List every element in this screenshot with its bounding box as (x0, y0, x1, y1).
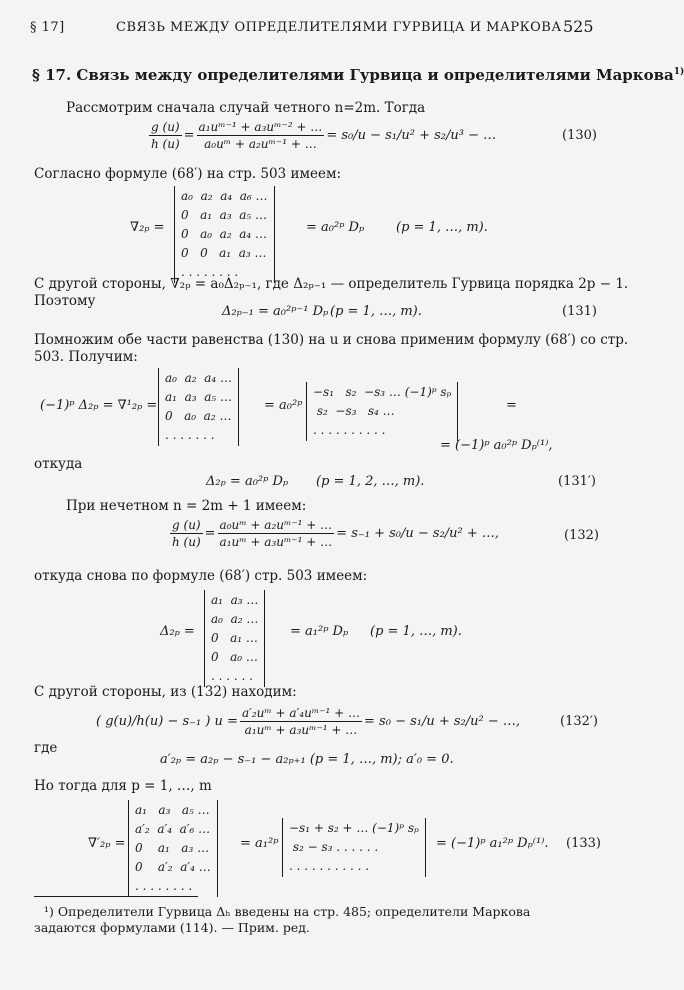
equation-tail: = (506, 398, 517, 413)
equation-range: (p = 1, …, m). (370, 624, 462, 639)
equation-lhs: ∇₂ₚ = (130, 220, 165, 235)
running-header: СВЯЗЬ МЕЖДУ ОПРЕДЕЛИТЕЛЯМИ ГУРВИЦА И МАРКОВА (116, 20, 562, 35)
equation-rhs: = s₀/u − s₁/u² + s₂/u³ − … (326, 128, 497, 143)
fraction-series (218, 518, 335, 549)
equation-lhs: ( g(u)/h(u) − s₋₁ ) u = (96, 714, 238, 729)
equation-number: (132′) (560, 714, 598, 729)
determinant-matrix-s: −s₁ + s₂ + … (−1)ᵖ sₚ s₂ − s₃ . . . . . . . . . . . . . . . . . (282, 818, 426, 877)
frac-num: a₀uᵐ + a₂uᵐ⁻¹ + … (219, 518, 333, 532)
determinant-matrix: a₁ a₃ … a₀ a₂ … 0 a₁ … 0 a₀ … . . . . . . (204, 590, 265, 687)
equation-range: (p = 1, …, m). (330, 304, 422, 319)
fraction-series (240, 706, 362, 737)
equation-mid: = a₁²ᵖ (240, 836, 279, 851)
equation-mid: = a₀²ᵖ (264, 398, 303, 413)
equation-lhs: ∇′₂ₚ = (88, 836, 126, 851)
footnote-line-1: ¹) Определители Гурвица Δₕ введены на стр. 485; определители Маркова (44, 904, 531, 919)
equation-rhs: = (−1)ᵖ a₁²ᵖ Dₚ⁽¹⁾. (436, 836, 549, 851)
footnote-line-2: задаются формулами (114). — Прим. ред. (34, 920, 310, 935)
equation-range: (p = 1, …, m). (396, 220, 488, 235)
equation-132-prime (96, 706, 520, 737)
paragraph-5: откуда (34, 456, 83, 472)
equation-number: (133) (566, 836, 601, 851)
frac-num: g (u) (151, 120, 180, 134)
frac-den: a₀uᵐ + a₂uᵐ⁻¹ + … (204, 137, 317, 151)
determinant-matrix: a₁ a₃ a₅ … a′₂ a′₄ a′₆ … 0 a₁ a₃ … 0 a′₂ a′₄ … . . . . . . . . (128, 800, 218, 897)
paragraph-1: Рассмотрим сначала случай четного n=2m. Тогда (66, 100, 426, 116)
paragraph-2: Согласно формуле (68′) на стр. 503 имеем: (34, 166, 342, 182)
equation-rhs: = a₁²ᵖ Dₚ (290, 624, 349, 639)
equation-number: (130) (562, 128, 597, 143)
paragraph-6: При нечетном n = 2m + 1 имеем: (66, 498, 307, 514)
equation-rhs: = s₋₁ + s₀/u − s₂/u² + …, (336, 526, 500, 541)
section-title (32, 66, 684, 84)
header-section-ref: § 17] (30, 20, 65, 35)
equation-where: a′₂ₚ = a₂ₚ − s₋₁ − a₂ₚ₊₁ (p = 1, …, m); a′₀ = 0. (160, 752, 454, 767)
paragraph-3: С другой стороны, ∇₂ₚ = a₀Δ₂ₚ₋₁, где Δ₂ₚ₋₁ — определитель Гурвица порядка 2p − 1. Поэтому (34, 276, 629, 309)
frac-num: a′₂uᵐ + a′₄uᵐ⁻¹ + … (241, 706, 361, 720)
equation-132: $\frac{g (u)}{h (u)}$ = $\frac{\text{a₀uᵐ + a₂uᵐ⁻¹ + …}}{\text{a₁uᵐ + a₃uᵐ⁻¹ + …}}$ = s₋₁ + s₀/u − s₂/u² + …, (172, 518, 500, 549)
section-title-text: § 17. Связь между определителями Гурвица и определителями Маркова (32, 66, 674, 84)
equation-rhs: = s₀ − s₁/u + s₂/u² − …, (364, 714, 521, 729)
equation-lhs: (−1)ᵖ Δ₂ₚ = ∇¹₂ₚ = (40, 398, 158, 413)
fraction-g-over-h (170, 518, 203, 549)
equation-range: (p = 1, 2, …, m). (316, 474, 425, 489)
frac-den: h (u) (151, 137, 180, 151)
frac-den: a₁uᵐ + a₃uᵐ⁻¹ + … (219, 535, 333, 549)
equation-number: (131′) (558, 474, 596, 489)
page-number: 525 (563, 17, 594, 36)
paragraph-7: откуда снова по формуле (68′) стр. 503 имеем: (34, 568, 368, 584)
equation-lhs: Δ₂ₚ = (160, 624, 195, 639)
equation-rhs: = a₀²ᵖ Dₚ (306, 220, 365, 235)
equation-131: Δ₂ₚ₋₁ = a₀²ᵖ⁻¹ Dₚ (222, 304, 329, 319)
determinant-matrix: a₀ a₂ a₄ a₆ … 0 a₁ a₃ a₅ … 0 a₀ a₂ a₄ … 0 0 a₁ a₃ … . . . . . . . . (174, 186, 275, 283)
equation-line2: = (−1)ᵖ a₀²ᵖ Dₚ⁽¹⁾, (440, 438, 553, 453)
footnote-mark: 1) (673, 67, 684, 77)
paragraph-4: Помножим обе части равенства (130) на u и снова применим формулу (68′) со стр. 503. Получим: (34, 332, 629, 365)
equation-130: $\frac{g (u)}{h (u)}$ = $\frac{\text{a₁uᵐ⁻¹ + a₃uᵐ⁻² + …}}{\text{a₀uᵐ + a₂uᵐ⁻¹ + …}}$ = s₀/u − s₁/u² + s₂/u³ − … (151, 120, 497, 151)
fraction-series (197, 120, 325, 151)
frac-num: a₁uᵐ⁻¹ + a₃uᵐ⁻² + … (198, 120, 323, 134)
frac-den: h (u) (172, 535, 201, 549)
paragraph-9: где (34, 740, 58, 756)
frac-num: g (u) (172, 518, 201, 532)
determinant-matrix: a₀ a₂ a₄ … a₁ a₃ a₅ … 0 a₀ a₂ … . . . . . . . (158, 368, 239, 446)
frac-den: a₁uᵐ + a₃uᵐ⁻¹ + … (244, 723, 358, 737)
paragraph-10: Но тогда для p = 1, …, m (34, 778, 212, 794)
fraction-g-over-h (149, 120, 182, 151)
footnote-rule (34, 896, 198, 897)
equation-number: (132) (564, 528, 599, 543)
paragraph-8: С другой стороны, из (132) находим: (34, 684, 297, 700)
determinant-matrix-s: −s₁ s₂ −s₃ … (−1)ᵖ sₚ s₂ −s₃ s₄ … . . . . . . . . . . (306, 382, 458, 441)
equation-number: (131) (562, 304, 597, 319)
equation-131-prime: Δ₂ₚ = a₀²ᵖ Dₚ (206, 474, 289, 489)
